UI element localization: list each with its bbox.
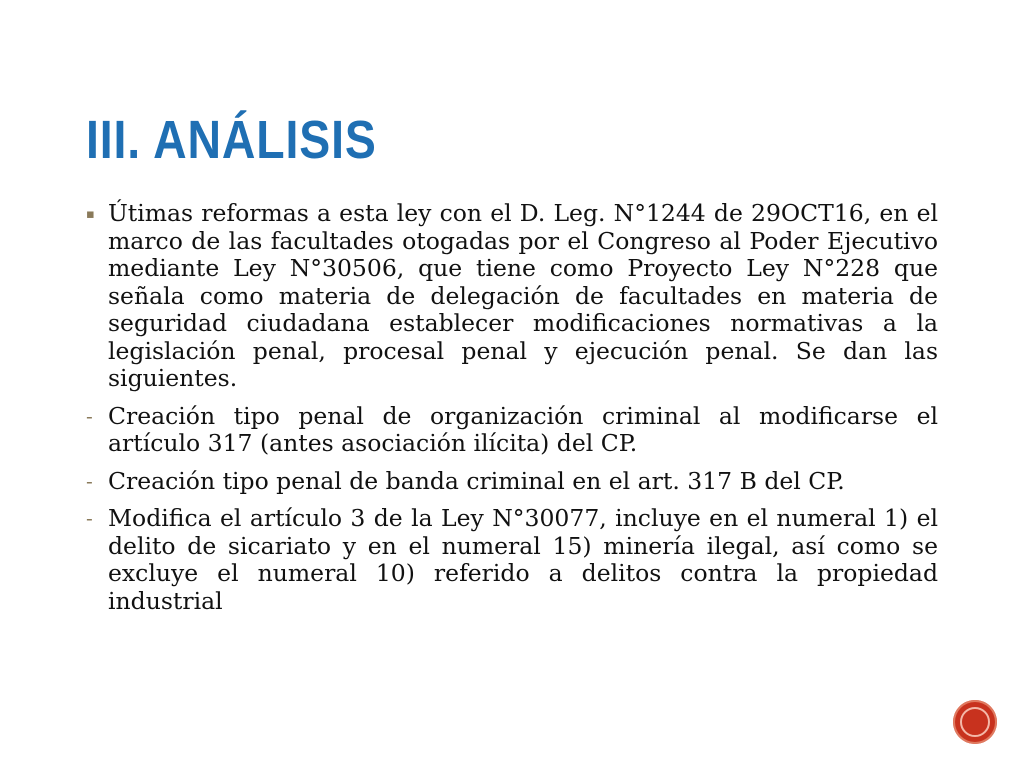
slide-body xyxy=(86,200,938,625)
decorative-circle-icon xyxy=(953,700,997,744)
dash-text: Creación tipo penal de banda criminal en el art. 317 B del CP. xyxy=(108,466,845,495)
square-bullet-icon: ▪ xyxy=(86,207,95,222)
dash-item xyxy=(86,468,938,496)
dash-item xyxy=(86,403,938,458)
dash-marker: - xyxy=(86,468,93,493)
slide-title: III. ANÁLISIS xyxy=(86,110,377,170)
bullet-text: Útimas reformas a esta ley con el D. Leg. N°1244 de 29OCT16, en el marco de las facultades otogadas por el Congreso al Poder Ejecutivo mediante Ley N°30506, que tiene como Proyecto Ley N°228 que señala como materia de delegación de facultades en materia de seguridad ciudadana establecer modificaciones normativas a la legislación penal, procesal penal y ejecución penal. Se dan las siguientes. xyxy=(108,199,938,392)
bullet-item xyxy=(86,200,938,393)
dash-marker: - xyxy=(86,403,93,428)
dash-marker: - xyxy=(86,506,93,530)
dash-text: Modifica el artículo 3 de la Ley N°30077, incluye en el numeral 1) el delito de sicariato y en el numeral 15) minería ilegal, así como se excluye el numeral 10) referido a delitos contra la propiedad industrial xyxy=(108,504,938,615)
dash-text: Creación tipo penal de organización criminal al modificarse el artículo 317 (antes asociación ilícita) del CP. xyxy=(108,401,938,457)
dash-item xyxy=(86,505,938,615)
